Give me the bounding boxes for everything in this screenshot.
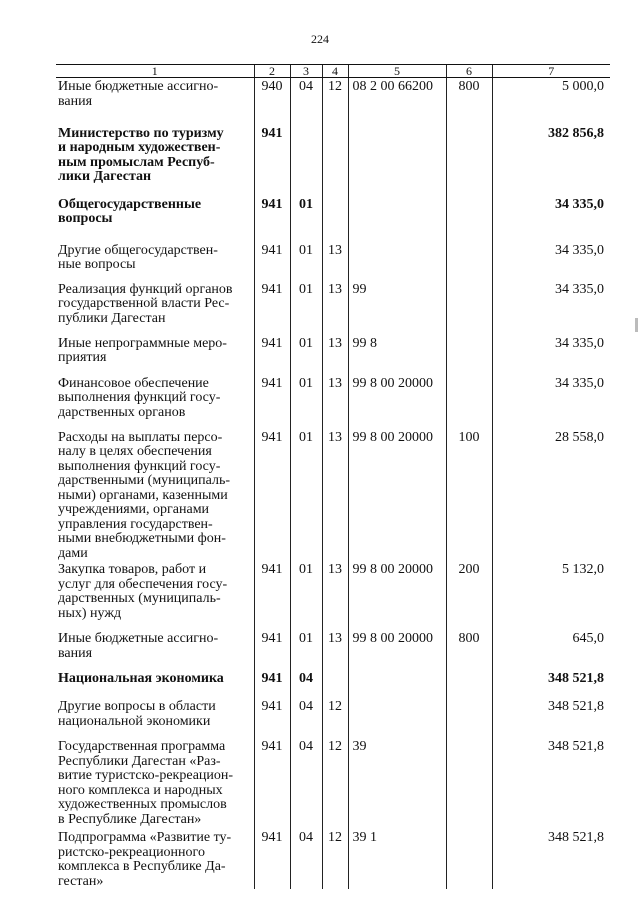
row-code-expense-type <box>446 335 492 375</box>
row-code-subsection: 12 <box>322 78 348 125</box>
row-code-subsection: 13 <box>322 630 348 670</box>
table-row <box>56 335 610 375</box>
table-row <box>56 630 610 670</box>
row-code-section: 04 <box>290 78 322 125</box>
row-code-ministry: 941 <box>254 242 290 281</box>
row-amount: 34 335,0 <box>492 242 610 281</box>
row-amount: 5 000,0 <box>492 78 610 125</box>
row-code-subsection: 13 <box>322 242 348 281</box>
row-amount: 34 335,0 <box>492 335 610 375</box>
row-code-section: 04 <box>290 738 322 829</box>
row-name: Государственная программа Республики Дагестан «Раз- витие туристско-рекреацион- ного комплекса и народных художественных промыслов в Республике Дагестан» <box>58 739 234 827</box>
row-name: Иные бюджетные ассигно- вания <box>58 631 219 661</box>
row-amount: 348 521,8 <box>492 829 610 889</box>
table-row <box>56 429 610 562</box>
table-row <box>56 242 610 281</box>
row-name: Другие вопросы в области национальной экономики <box>58 699 216 729</box>
row-code-section: 01 <box>290 196 322 242</box>
row-amount: 34 335,0 <box>492 196 610 242</box>
row-code-section: 01 <box>290 429 322 562</box>
row-code-subsection: 12 <box>322 738 348 829</box>
page-number: 224 <box>311 32 329 46</box>
row-code-target <box>348 670 446 698</box>
row-code-expense-type: 800 <box>446 630 492 670</box>
row-code-target <box>348 698 446 738</box>
row-name: Закупка товаров, работ и услуг для обеспечения госу- дарственных (муниципаль- ных) нужд <box>58 562 228 621</box>
row-code-target <box>348 242 446 281</box>
row-name: Иные непрограммные меро- приятия <box>58 335 227 365</box>
row-code-ministry: 941 <box>254 561 290 630</box>
row-name: Иные бюджетные ассигно- вания <box>58 79 219 109</box>
row-code-target: 99 8 00 20000 <box>348 375 446 429</box>
row-code-ministry: 941 <box>254 429 290 562</box>
table-row <box>56 698 610 738</box>
row-code-section: 01 <box>290 281 322 335</box>
row-amount: 348 521,8 <box>492 738 610 829</box>
table-row <box>56 829 610 889</box>
row-code-subsection: 12 <box>322 829 348 889</box>
row-code-expense-type <box>446 281 492 335</box>
row-code-ministry: 940 <box>254 78 290 125</box>
row-code-section: 01 <box>290 630 322 670</box>
row-code-ministry: 941 <box>254 335 290 375</box>
row-name: Финансовое обеспечение выполнения функций госу- дарственных органов <box>58 375 221 420</box>
scan-artifact <box>635 318 638 332</box>
header-col-2: 2 <box>254 65 290 78</box>
row-code-expense-type <box>446 196 492 242</box>
row-code-ministry: 941 <box>254 738 290 829</box>
row-name: Расходы на выплаты персо- налу в целях обеспечения выполнения функций госу- дарственными (муниципаль- ными) органами, казенными учреждениями, органами управления государствен- ными внебюджетными фон- дами <box>58 429 231 561</box>
table-row <box>56 281 610 335</box>
row-code-section: 04 <box>290 829 322 889</box>
table-row <box>56 78 610 125</box>
row-amount: 348 521,8 <box>492 698 610 738</box>
row-code-ministry: 941 <box>254 375 290 429</box>
table-row <box>56 561 610 630</box>
row-code-target: 39 <box>348 738 446 829</box>
row-code-section: 01 <box>290 242 322 281</box>
header-col-4: 4 <box>322 65 348 78</box>
row-code-target: 99 8 00 20000 <box>348 429 446 562</box>
row-code-ministry: 941 <box>254 670 290 698</box>
row-code-section: 04 <box>290 670 322 698</box>
row-amount: 382 856,8 <box>492 125 610 196</box>
table-row <box>56 125 610 196</box>
row-code-subsection: 13 <box>322 375 348 429</box>
row-code-ministry: 941 <box>254 829 290 889</box>
row-code-expense-type: 200 <box>446 561 492 630</box>
row-code-target <box>348 125 446 196</box>
row-code-target: 99 <box>348 281 446 335</box>
row-code-ministry: 941 <box>254 196 290 242</box>
row-code-section: 01 <box>290 561 322 630</box>
table-row <box>56 375 610 429</box>
table-row <box>56 738 610 829</box>
row-code-expense-type <box>446 375 492 429</box>
row-code-target: 99 8 00 20000 <box>348 561 446 630</box>
table-row <box>56 670 610 698</box>
row-name: Другие общегосударствен- ные вопросы <box>58 242 218 272</box>
row-code-target: 99 8 <box>348 335 446 375</box>
row-code-subsection: 13 <box>322 335 348 375</box>
row-name: Министерство по туризму и народным художествен- ным промыслам Респуб- лики Дагестан <box>58 125 224 184</box>
table-row <box>56 196 610 242</box>
row-code-expense-type <box>446 670 492 698</box>
row-name: Общегосударственные вопросы <box>58 196 202 226</box>
row-code-expense-type <box>446 738 492 829</box>
row-code-ministry: 941 <box>254 630 290 670</box>
row-code-subsection <box>322 196 348 242</box>
row-code-expense-type: 800 <box>446 78 492 125</box>
row-code-target: 99 8 00 20000 <box>348 630 446 670</box>
header-col-3: 3 <box>290 65 322 78</box>
header-col-5: 5 <box>348 65 446 78</box>
row-amount: 5 132,0 <box>492 561 610 630</box>
row-code-expense-type: 100 <box>446 429 492 562</box>
row-code-target: 39 1 <box>348 829 446 889</box>
header-col-1: 1 <box>56 65 254 78</box>
row-code-target: 08 2 00 66200 <box>348 78 446 125</box>
budget-table <box>56 64 610 889</box>
row-name: Национальная экономика <box>58 671 224 686</box>
row-code-ministry: 941 <box>254 281 290 335</box>
header-row <box>56 65 610 78</box>
row-code-expense-type <box>446 829 492 889</box>
header-col-7: 7 <box>492 65 610 78</box>
row-amount: 28 558,0 <box>492 429 610 562</box>
row-code-ministry: 941 <box>254 698 290 738</box>
row-amount: 645,0 <box>492 630 610 670</box>
row-code-subsection: 13 <box>322 429 348 562</box>
row-name: Подпрограмма «Развитие ту- ристско-рекреационного комплекса в Республике Да- гестан» <box>58 830 232 889</box>
row-code-section: 01 <box>290 335 322 375</box>
row-code-subsection: 13 <box>322 281 348 335</box>
row-code-section: 04 <box>290 698 322 738</box>
row-code-subsection: 13 <box>322 561 348 630</box>
row-code-target <box>348 196 446 242</box>
row-amount: 34 335,0 <box>492 281 610 335</box>
row-code-expense-type <box>446 698 492 738</box>
row-name: Реализация функций органов государственной власти Рес- публики Дагестан <box>58 281 233 326</box>
row-code-expense-type <box>446 125 492 196</box>
row-code-section: 01 <box>290 375 322 429</box>
row-code-subsection <box>322 670 348 698</box>
header-col-6: 6 <box>446 65 492 78</box>
row-code-subsection: 12 <box>322 698 348 738</box>
row-code-subsection <box>322 125 348 196</box>
row-amount: 34 335,0 <box>492 375 610 429</box>
row-code-ministry: 941 <box>254 125 290 196</box>
row-code-expense-type <box>446 242 492 281</box>
row-amount: 348 521,8 <box>492 670 610 698</box>
row-code-section <box>290 125 322 196</box>
